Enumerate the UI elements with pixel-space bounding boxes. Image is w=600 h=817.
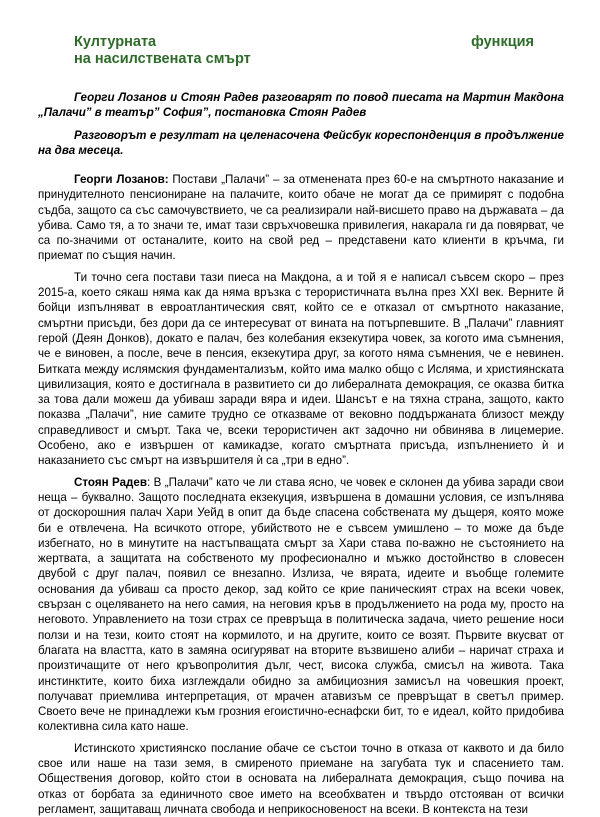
paragraph-2: Ти точно сега постави тази пиеса на Макдона, а и той я е написал съвсем скоро – през 2015-а, което сякаш няма как да няма връзка с терористичната вълна през XXI век. Верните й бойци изпълняват в евроатлантическия свят, който се е отказал от смъртното наказание, смъртни присъди, без дори да се интересуват от вината на потърпевшите. В „Палачи” главният герой (Деян Донков), докато е палач, без колебания екзекутира човек, за когото има съмнения, че е виновен, а после, вече в пенсия, екзекутира друг, за когото няма съмнения, че е невинен. Битката между ислямския фундаментализъм, който има малко общо с Исляма, и християнската цивилизация, която е достигнала в развитието си до либералната демокрация, се оказва битка за това дали можеш да убиваш заради вяра и идеи. Шансът е на тяхна страна, защото, както показва „Палачи”, ние самите трудно се отказваме от вековно поддържаната близост между справедливост и смърт. Така че, всеки терористичен акт задочно ни обвинява в лицемерие. Особено, ако е извършен от камикадзе, когато смъртната присъда, изпълнението ѝ и наказанието със смърт на извършителя ѝ са „три в едно”. (38, 270, 564, 468)
article-title (38, 34, 564, 51)
title-part-2: функция (471, 34, 534, 50)
title-part-1: Културната (74, 34, 157, 50)
paragraph-4: Истинското християнско послание обаче се състои точно в отказа от каквото и да било свое или наше на тази земя, в смиреното приемане на загубата тук и спасението там. Обществения договор, който стои в основата на либералната демокрация, също почива на отказ от борбата за единичното свое името на всеобхватен и твърдо отстояван от всички регламент, защитаващ личната свобода и неприкосновеност на всеки. В контекста на тези (38, 741, 564, 816)
intro-section (38, 90, 564, 158)
paragraph-text: : В „Палачи” като че ли става ясно, че човек е склонен да убива заради свои неща – буквално. Защото последната екзекуция, извършена в домашни условия, се изпълнява от доскорошния палач Хари Уейд в опит да бъде спасена собствената му дъщеря, която може би е отвлечена. На всичкото отгоре, убийството не е съвсем умишлено – то може да бъде избегнато, но в минутите на настъпващата смърт за Хари става по-важно не състоянието на жертвата, а защитата на собственото му професионално и мъжко достойнство в словесен двубой с друг палач, появил се внезапно. Излиза, че вярата, идеите и въобще големите основания да убиваш са просто декор, зад който се крие паническият страх на всеки човек, свързан с оцеляването на него самия, на неговия кръв в продължението на рода му, просто на неговото. Управлението на този страх се превръща в политическа задача, чието решение носи ползи и на тези, които стоят на кормилото, и на другите, които се возят. Първите вкусват от благата на властта, като в замяна осигуряват на вторите възвишено алиби – наричат страха и произтичащите от него кръвопролития дълг, чест, висока служба, смисъл на живота. Така инстинктите, които биха изглеждали обидно за амбициозния замисъл на човешкия проект, получават приемлива интерпретация, от мрачен атавизъм се превръщат в светъл пример. Своето вече не принадлежи към грозния егоистично-еснафски бит, то е идеал, който придобива колективна сила като наше. (38, 475, 564, 734)
speaker-name: Стоян Радев (74, 475, 147, 489)
speaker-name: Георги Лозанов: (74, 173, 169, 186)
paragraph-3 (38, 475, 564, 735)
paragraph-text: Постави „Палачи” – за отменената през 60-е на смъртното наказание и принудителното пенсиониране на палачите, които обаче не могат да се примирят с подобна съдба, защото са със самочувствието, че са реализирали най-висшето право на държавата – да убива. Само тя, а то значи те, имат тази свръхчовешка привилегия, накарала ги да повярват, че са по-значими от останалите, които на свой ред – представени като клиенти в кръчма, ги приемат по същия начин. (38, 173, 564, 263)
article-body (38, 172, 564, 817)
intro-paragraph-1: Георги Лозанов и Стоян Радев разговарят по повод пиесата на Мартин Макдона „Палачи” в театър” София”, постановка Стоян Радев (38, 91, 564, 119)
paragraph-1 (38, 172, 564, 264)
intro-paragraph-2: Разговорът е резултат на целенасочена Фейсбук кореспонденция в продължение на два месеца. (38, 129, 564, 157)
article-title-line-2: на насилствената смърт (74, 51, 251, 67)
